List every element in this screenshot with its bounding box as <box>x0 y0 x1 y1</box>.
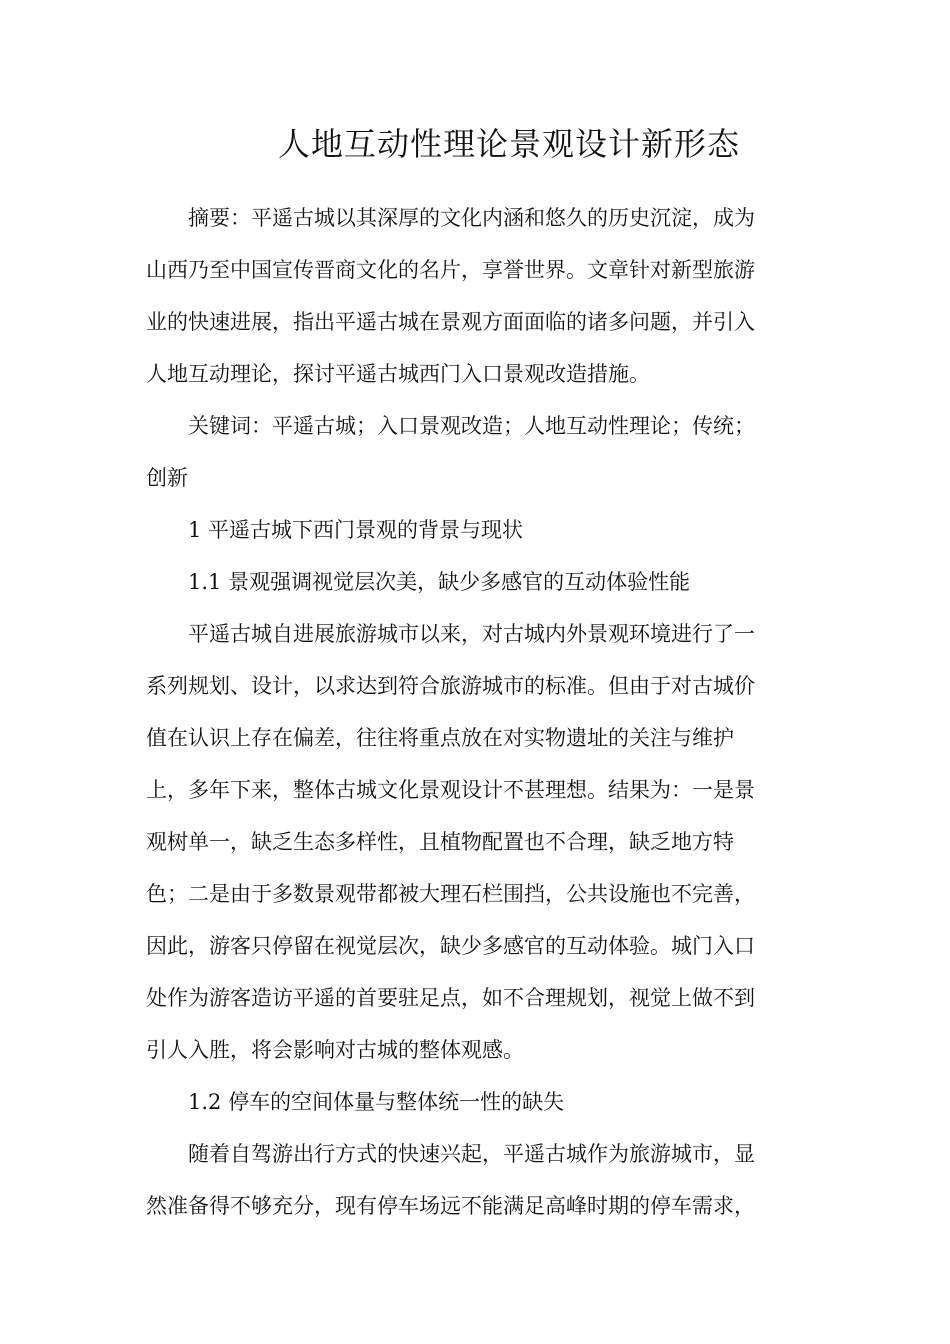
subsection-heading: 1.2 停车的空间体量与整体统一性的缺失 <box>188 1090 565 1114</box>
section-1-1-paragraph <box>146 608 794 1076</box>
body-line: 然准备得不够充分，现有停车场远不能满足高峰时期的停车需求， <box>146 1194 755 1218</box>
body-line: 色；二是由于多数景观带都被大理石栏围挡，公共设施也不完善， <box>146 882 755 906</box>
body-line: 处作为游客造访平遥的首要驻足点，如不合理规划，视觉上做不到 <box>146 986 755 1010</box>
body-line: 平遥古城自进展旅游城市以来，对古城内外景观环境进行了一 <box>188 622 755 646</box>
abstract-line: 业的快速进展，指出平遥古城在景观方面面临的诸多问题，并引入 <box>146 310 755 334</box>
section-heading: 1 平遥古城下西门景观的背景与现状 <box>188 518 524 542</box>
keywords-paragraph <box>146 400 794 504</box>
body-line: 因此，游客只停留在视觉层次，缺少多感官的互动体验。城门入口 <box>146 934 755 958</box>
document-body <box>146 192 794 1232</box>
subsection-heading: 1.1 景观强调视觉层次美，缺少多感官的互动体验性能 <box>188 570 691 594</box>
abstract-line: 山西乃至中国宣传晋商文化的名片，享誉世界。文章针对新型旅游 <box>146 258 755 282</box>
section-1-1-heading-block <box>146 556 794 608</box>
body-line: 系列规划、设计，以求达到符合旅游城市的标准。但由于对古城价 <box>146 674 755 698</box>
document-title: 人地互动性理论景观设计新形态 <box>277 125 740 163</box>
section-1-heading-block <box>146 504 794 556</box>
body-line: 上，多年下来，整体古城文化景观设计不甚理想。结果为：一是景 <box>146 778 755 802</box>
body-line: 观树单一，缺乏生态多样性，且植物配置也不合理，缺乏地方特 <box>146 830 734 854</box>
section-1-2-heading-block <box>146 1076 794 1128</box>
abstract-line: 摘要：平遥古城以其深厚的文化内涵和悠久的历史沉淀，成为 <box>188 206 755 230</box>
body-line: 随着自驾游出行方式的快速兴起，平遥古城作为旅游城市，显 <box>188 1142 755 1166</box>
section-1-2-paragraph <box>146 1128 794 1232</box>
keywords-line: 创新 <box>146 466 188 490</box>
abstract-paragraph <box>146 192 794 400</box>
keywords-line: 关键词：平遥古城；入口景观改造；人地互动性理论；传统； <box>188 414 755 438</box>
body-line: 值在认识上存在偏差，往往将重点放在对实物遗址的关注与维护 <box>146 726 734 750</box>
abstract-line: 人地互动理论，探讨平遥古城西门入口景观改造措施。 <box>146 362 650 386</box>
body-line: 引人入胜，将会影响对古城的整体观感。 <box>146 1038 524 1062</box>
